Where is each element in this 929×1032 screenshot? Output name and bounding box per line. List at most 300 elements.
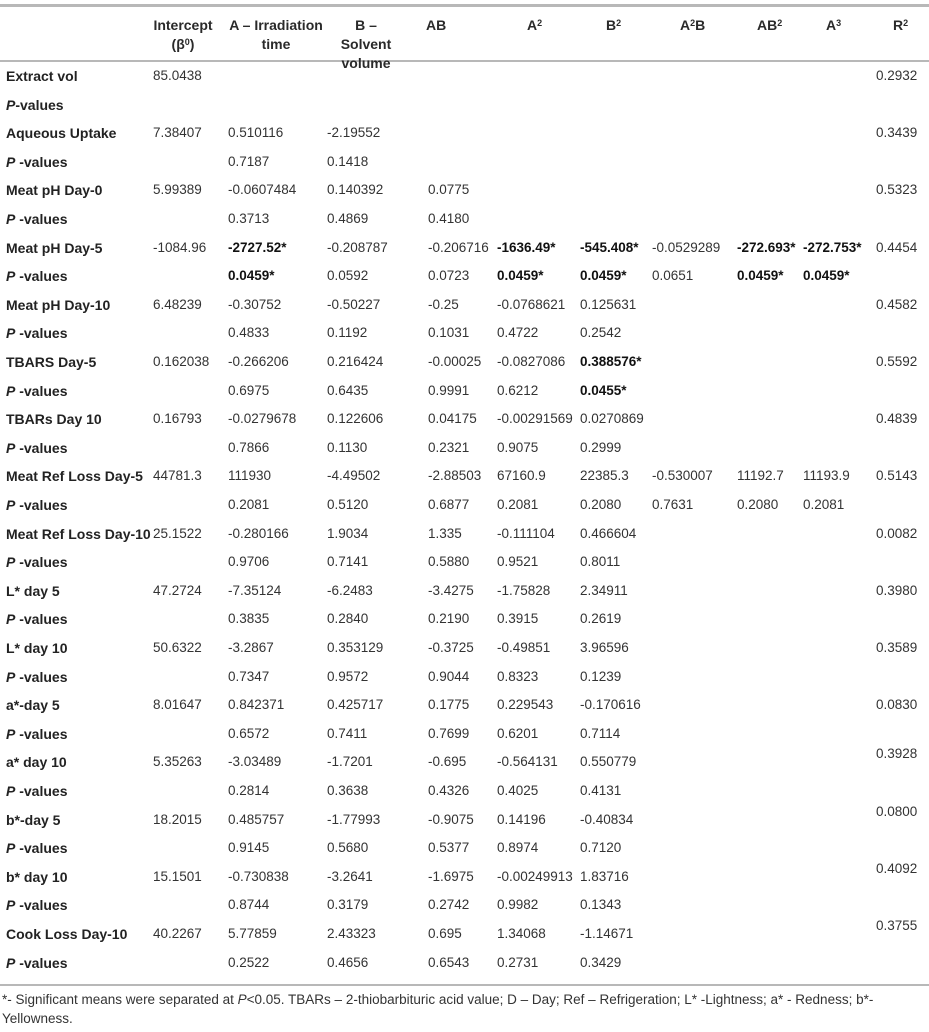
table-cell: 0.5120 [327, 497, 369, 512]
table-cell: -545.408* [580, 239, 639, 255]
table-cell: 67160.9 [497, 468, 546, 484]
table-cell: 0.6975 [228, 382, 270, 398]
row-label-italic: P [6, 153, 16, 170]
table-cell: 0.9572 [327, 668, 369, 684]
table-cell: 0.7141 [327, 554, 369, 570]
table-cell: 0.3638 [327, 783, 369, 798]
table-cell: 0.9982 [497, 897, 539, 913]
table-cell: 0.2190 [428, 611, 470, 627]
column-header-line [226, 35, 326, 54]
row-label-italic: P [6, 382, 16, 399]
table-cell: 0.216424 [327, 354, 384, 369]
row-label-italic: P [6, 611, 16, 628]
table-cell: 0.485757 [228, 811, 285, 827]
row-label: P -values [6, 382, 68, 399]
table-cell: 0.0651 [652, 268, 694, 284]
table-cell: 0.3439 [876, 125, 918, 141]
column-header-text: B – Solvent [340, 17, 392, 52]
table-cell: 0.9706 [228, 554, 270, 570]
p-values-row [0, 319, 929, 347]
column-header-line [527, 16, 547, 35]
table-cell: 0.8744 [228, 897, 270, 913]
column-header-text: A [826, 17, 837, 33]
table-cell: -1084.96 [153, 239, 207, 255]
column-header-text: ) [189, 36, 195, 52]
table-cell: 0.0082 [876, 525, 918, 541]
table-cell: 44781.3 [153, 468, 202, 484]
table-cell: 0.5377 [428, 840, 470, 856]
table-cell: -0.30752 [228, 296, 282, 312]
table-cell: 0.4869 [327, 211, 369, 226]
table-cell: 0.5680 [327, 840, 369, 856]
table-cell: 47.2724 [153, 582, 202, 598]
table-cell: -0.49851 [497, 640, 551, 655]
table-cell: 0.4833 [228, 325, 270, 341]
table-row [0, 462, 929, 490]
table-cell: 0.8011 [580, 554, 621, 570]
row-label: P-values [6, 96, 64, 113]
table-cell: 0.162038 [153, 354, 210, 369]
table-cell: 0.9991 [428, 382, 470, 398]
column-header-line [144, 16, 222, 35]
column-header-sup: 2 [537, 18, 543, 28]
column-header-text: AB [757, 17, 778, 33]
row-label: P -values [6, 897, 68, 914]
column-header-text: A [680, 17, 691, 33]
table-cell: 0.7631 [652, 497, 694, 512]
table-cell: 0.2522 [228, 954, 270, 970]
table-cell: -2.88503 [428, 468, 482, 484]
column-header [680, 16, 706, 35]
table-cell: 0.2742 [428, 897, 470, 913]
table-cell: 0.0830 [876, 697, 918, 713]
row-label-italic: P [6, 325, 16, 342]
p-values-row [0, 605, 929, 633]
footnote-part2: <0.05. TBARs – 2-thiobarbituric acid value; D – Day; Ref – Refrigeration; L* -Lightness; a* - Redness; b*- Yellowness. [2, 992, 874, 1026]
table-cell: 0.1192 [327, 325, 368, 341]
table-cell: -0.695 [428, 754, 467, 770]
p-values-row [0, 205, 929, 233]
table-cell: 0.229543 [497, 697, 554, 713]
row-label: TBARS Day-5 [6, 354, 97, 370]
table-cell: 0.2542 [580, 325, 622, 341]
bottom-rule [0, 984, 929, 986]
table-cell: 0.4180 [428, 211, 470, 226]
row-label: L* day 10 [6, 640, 68, 656]
table-cell: 11193.9 [803, 468, 850, 484]
column-header [426, 16, 450, 35]
table-cell: -0.280166 [228, 525, 289, 541]
column-header-line [426, 16, 450, 35]
table-cell: 0.3915 [497, 611, 539, 627]
table-cell: 22385.3 [580, 468, 629, 484]
row-label-italic: P [6, 96, 16, 113]
table-cell: 0.6543 [428, 954, 470, 970]
p-values-row [0, 777, 929, 805]
table-cell: -0.266206 [228, 354, 289, 369]
table-row [0, 860, 929, 891]
column-header [893, 16, 913, 35]
table-cell: 0.2080 [580, 497, 622, 512]
table-cell: 0.7114 [580, 725, 621, 741]
column-header-sup: 2 [777, 18, 783, 28]
p-values-row [0, 720, 929, 748]
table-cell: -7.35124 [228, 582, 282, 598]
table-cell: 0.5880 [428, 554, 470, 570]
table-cell: 0.4454 [876, 239, 918, 255]
table-cell: -6.2483 [327, 582, 373, 598]
table-cell: 0.2081 [497, 497, 539, 512]
table-cell: -0.0827086 [497, 354, 566, 369]
table-cell: -3.2641 [327, 868, 373, 884]
table-cell: 18.2015 [153, 811, 202, 827]
p-values-row [0, 91, 929, 119]
table-cell: 15.1501 [153, 868, 202, 884]
footnote [2, 990, 927, 1028]
table-cell: -1.6975 [428, 868, 474, 884]
table-cell: 1.83716 [580, 868, 629, 884]
table-cell: -0.0607484 [228, 182, 297, 198]
row-label: P -values [6, 840, 68, 857]
row-label: Cook Loss Day-10 [6, 926, 128, 942]
table-row [0, 119, 929, 147]
table-cell: 0.7347 [228, 668, 270, 684]
column-header [757, 16, 785, 35]
row-label: Meat pH Day-0 [6, 182, 103, 199]
p-values-row [0, 663, 929, 691]
table-cell: -0.00249913 [497, 868, 573, 884]
table-cell: 0.4722 [497, 325, 539, 341]
p-values-row [0, 148, 929, 176]
table-cell: 0.550779 [580, 754, 637, 770]
table-cell: 0.3429 [580, 954, 622, 970]
table-cell: -0.50227 [327, 296, 381, 312]
table-cell: 0.6201 [497, 725, 539, 741]
table-cell: 0.7699 [428, 725, 470, 741]
table-cell: 0.0723 [428, 268, 470, 284]
table-cell: 0.510116 [228, 125, 284, 141]
column-header-sup: 2 [690, 18, 696, 28]
table-cell: 0.8974 [497, 840, 539, 856]
table-cell: 0.466604 [580, 525, 637, 541]
table-cell: -0.0529289 [652, 239, 721, 255]
table-cell: 0.140392 [327, 182, 384, 198]
table-cell: -0.730838 [228, 868, 289, 884]
table-cell: -1.14671 [580, 926, 634, 941]
column-header-text: time [261, 36, 291, 52]
column-header-line [144, 35, 222, 54]
table-cell: 0.5323 [876, 182, 918, 198]
row-label: P -values [6, 954, 68, 971]
table-cell: 0.0459* [497, 268, 544, 284]
table-cell: 0.0270869 [580, 411, 644, 427]
table-cell: 0.3755 [876, 918, 918, 933]
column-header-sup: 2 [903, 18, 909, 28]
table-cell: 0.842371 [228, 697, 285, 713]
table-cell: 0.0459* [803, 268, 850, 284]
row-label: P -values [6, 611, 68, 628]
column-header-line [680, 16, 706, 35]
table-cell: 0.4092 [876, 860, 918, 876]
table-cell: -0.530007 [652, 468, 713, 484]
table-cell: 0.122606 [327, 411, 384, 427]
column-header-line [757, 16, 785, 35]
table-cell: 0.4025 [497, 783, 539, 798]
column-header-text: A [527, 17, 538, 33]
table-row [0, 691, 929, 719]
column-header [527, 16, 547, 35]
table-cell: 0.16793 [153, 411, 202, 427]
table-cell: -0.00291569 [497, 411, 573, 427]
table-cell: 0.0800 [876, 803, 918, 819]
table-cell: -0.0279678 [228, 411, 297, 427]
table-cell: 0.425717 [327, 697, 384, 713]
column-header-line [893, 16, 913, 35]
table-cell: -272.753* [803, 239, 862, 255]
table-cell: 5.77859 [228, 926, 277, 941]
table-cell: 8.01647 [153, 697, 202, 713]
column-header-text: A – Irradiation [229, 17, 323, 33]
p-values-row [0, 949, 929, 977]
row-label: P -values [6, 783, 68, 799]
table-cell: 0.7187 [228, 153, 270, 169]
row-label: Meat Ref Loss Day-10 [6, 525, 151, 542]
table-cell: 85.0438 [153, 68, 202, 83]
table-cell: 50.6322 [153, 640, 202, 655]
column-header-sup: 2 [616, 18, 622, 28]
table-row [0, 348, 929, 376]
table-cell: 2.34911 [580, 582, 628, 598]
table-cell: 25.1522 [153, 525, 202, 541]
table-cell: 0.1418 [327, 153, 369, 169]
table-cell: 3.96596 [580, 640, 629, 655]
row-label: a*-day 5 [6, 697, 60, 714]
table-row [0, 634, 929, 662]
top-rule [0, 4, 929, 7]
table-cell: 0.9145 [228, 840, 270, 856]
table-cell: 0.9044 [428, 668, 470, 684]
table-cell: 0.6435 [327, 382, 369, 398]
table-cell: 0.0592 [327, 268, 369, 284]
row-label: Aqueous Uptake [6, 125, 117, 142]
table-cell: -0.9075 [428, 811, 474, 827]
p-values-row [0, 377, 929, 405]
table-cell: 0.6572 [228, 725, 270, 741]
table-cell: 40.2267 [153, 926, 202, 941]
table-cell: 0.695 [428, 926, 462, 941]
row-label: P -values [6, 211, 68, 227]
row-label-italic: P [6, 268, 16, 285]
table-cell: -3.03489 [228, 754, 282, 770]
table-cell: 0.5143 [876, 468, 918, 484]
table-cell: -0.00025 [428, 354, 482, 369]
table-cell: -2727.52* [228, 239, 287, 255]
table-cell: 0.0459* [737, 268, 784, 284]
column-header-text: Intercept [153, 17, 213, 33]
table-cell: 0.1343 [580, 897, 622, 913]
column-header-text: B [606, 17, 617, 33]
footnote-part1: *- Significant means were separated at [2, 992, 238, 1007]
table-row [0, 176, 929, 204]
table-cell: 0.4839 [876, 411, 918, 427]
column-header-line [226, 16, 326, 35]
row-label: b*-day 5 [6, 811, 61, 828]
table-cell: 0.9075 [497, 439, 539, 455]
row-label: P -values [6, 325, 68, 342]
table-cell: 11192.7 [737, 468, 784, 484]
row-label-italic: P [6, 783, 16, 799]
table-cell: 0.2619 [580, 611, 622, 627]
table-row [0, 234, 929, 262]
table-cell: 0.9521 [497, 554, 539, 570]
table-cell: 0.1239 [580, 668, 622, 684]
column-header [144, 16, 222, 54]
table-cell: 5.35263 [153, 754, 202, 770]
row-label-italic: P [6, 497, 16, 513]
row-label-italic: P [6, 439, 16, 456]
table-cell: 0.2321 [428, 439, 470, 455]
table-cell: -272.693* [737, 239, 796, 255]
table-cell: 0.3179 [327, 897, 369, 913]
table-cell: 0.4656 [327, 954, 369, 970]
table-cell: 0.14196 [497, 811, 546, 827]
row-label: Extract vol [6, 68, 78, 84]
table-cell: 0.2081 [803, 497, 845, 512]
table-cell: -1.77993 [327, 811, 381, 827]
row-label: P -values [6, 725, 68, 742]
row-label: TBARs Day 10 [6, 411, 102, 428]
table-cell: 0.4582 [876, 296, 918, 312]
table-cell: -1.7201 [327, 754, 373, 770]
table-cell: 0.6212 [497, 382, 539, 398]
table-cell: 0.7866 [228, 439, 270, 455]
column-header-line [330, 16, 402, 54]
table-cell: -0.208787 [327, 239, 388, 255]
table-cell: -0.564131 [497, 754, 558, 770]
table-cell: 0.7411 [327, 725, 368, 741]
row-label: P -values [6, 268, 68, 285]
column-header-text: R [893, 17, 904, 33]
p-values-row [0, 262, 929, 290]
table-cell: -1.75828 [497, 582, 551, 598]
row-label: P -values [6, 439, 68, 456]
column-header-text: (β [171, 36, 185, 52]
table-cell: 0.353129 [327, 640, 384, 655]
column-header [606, 16, 626, 35]
row-label-italic: P [6, 211, 16, 227]
table-cell: 1.34068 [497, 926, 546, 941]
row-label-italic: P [6, 840, 16, 857]
table-cell: -4.49502 [327, 468, 381, 484]
table-cell: -0.0768621 [497, 296, 566, 312]
table-cell: -3.2867 [228, 640, 274, 655]
table-cell: 0.2814 [228, 783, 270, 798]
table-cell: 0.1031 [428, 325, 470, 341]
footnote-p: P [237, 992, 247, 1007]
row-label: Meat Ref Loss Day-5 [6, 468, 143, 485]
table-cell: 0.04175 [428, 411, 477, 427]
column-header-text: volume [341, 55, 391, 71]
table-cell: 0.3980 [876, 582, 918, 598]
row-label: P -values [6, 668, 68, 685]
table-cell: 0.2999 [580, 439, 622, 455]
p-values-row [0, 548, 929, 576]
table-cell: 2.43323 [327, 926, 376, 941]
column-header [226, 16, 326, 54]
table-cell: -0.206716 [428, 239, 489, 255]
table-cell: -0.170616 [580, 697, 641, 713]
row-label: Meat pH Day-10 [6, 296, 111, 313]
column-header-sup: 0 [184, 37, 190, 47]
column-header-line [606, 16, 626, 35]
column-header-sup: 3 [836, 18, 842, 28]
table-cell: 0.3589 [876, 640, 918, 655]
table-cell: 6.48239 [153, 296, 202, 312]
table-cell: 0.8323 [497, 668, 539, 684]
table-row [0, 520, 929, 548]
table-cell: 0.2840 [327, 611, 369, 627]
table-cell: 0.2081 [228, 497, 270, 512]
row-label-italic: P [6, 554, 16, 571]
table-cell: 1.335 [428, 525, 462, 541]
table-cell: 0.2731 [497, 954, 539, 970]
column-header [826, 16, 846, 35]
table-cell: -0.25 [428, 296, 459, 312]
row-label-italic: P [6, 668, 16, 685]
column-header-line [826, 16, 846, 35]
table-cell: -0.40834 [580, 811, 634, 827]
table-cell: -1636.49* [497, 239, 556, 255]
column-header-text: AB [426, 17, 447, 33]
table-cell: 0.3835 [228, 611, 270, 627]
table-row [0, 803, 929, 834]
table-cell: -0.3725 [428, 640, 474, 655]
table-cell: 111930 [228, 468, 272, 484]
table-cell: 0.0455* [580, 382, 627, 398]
row-label: P -values [6, 554, 68, 571]
table-cell: 7.38407 [153, 125, 202, 141]
table-cell: 0.2932 [876, 68, 918, 83]
row-label: L* day 5 [6, 582, 60, 599]
p-values-row [0, 891, 929, 919]
table-cell: 0.1775 [428, 697, 470, 713]
table-cell: -0.111104 [497, 525, 555, 541]
table-cell: 0.4326 [428, 783, 470, 798]
row-label-italic: P [6, 954, 16, 971]
p-values-row [0, 834, 929, 862]
table-cell: 0.7120 [580, 840, 622, 856]
column-header-text: B [695, 17, 706, 33]
row-label: P -values [6, 497, 68, 513]
p-values-row [0, 491, 929, 519]
row-label-italic: P [6, 725, 16, 742]
table-cell: 5.99389 [153, 182, 202, 198]
p-values-row [0, 434, 929, 462]
table-row [0, 405, 929, 433]
table-cell: 0.0459* [580, 268, 627, 284]
table-cell: 0.3928 [876, 746, 918, 762]
table-row [0, 62, 929, 90]
table-cell: 0.125631 [580, 296, 637, 312]
table-cell: 0.6877 [428, 497, 470, 512]
table-cell: 0.1130 [327, 439, 368, 455]
table-cell: -3.4275 [428, 582, 474, 598]
table-row [0, 748, 929, 776]
table-cell: 0.2080 [737, 497, 779, 512]
table-row [0, 577, 929, 605]
row-label: a* day 10 [6, 754, 67, 771]
row-label-italic: P [6, 897, 16, 914]
